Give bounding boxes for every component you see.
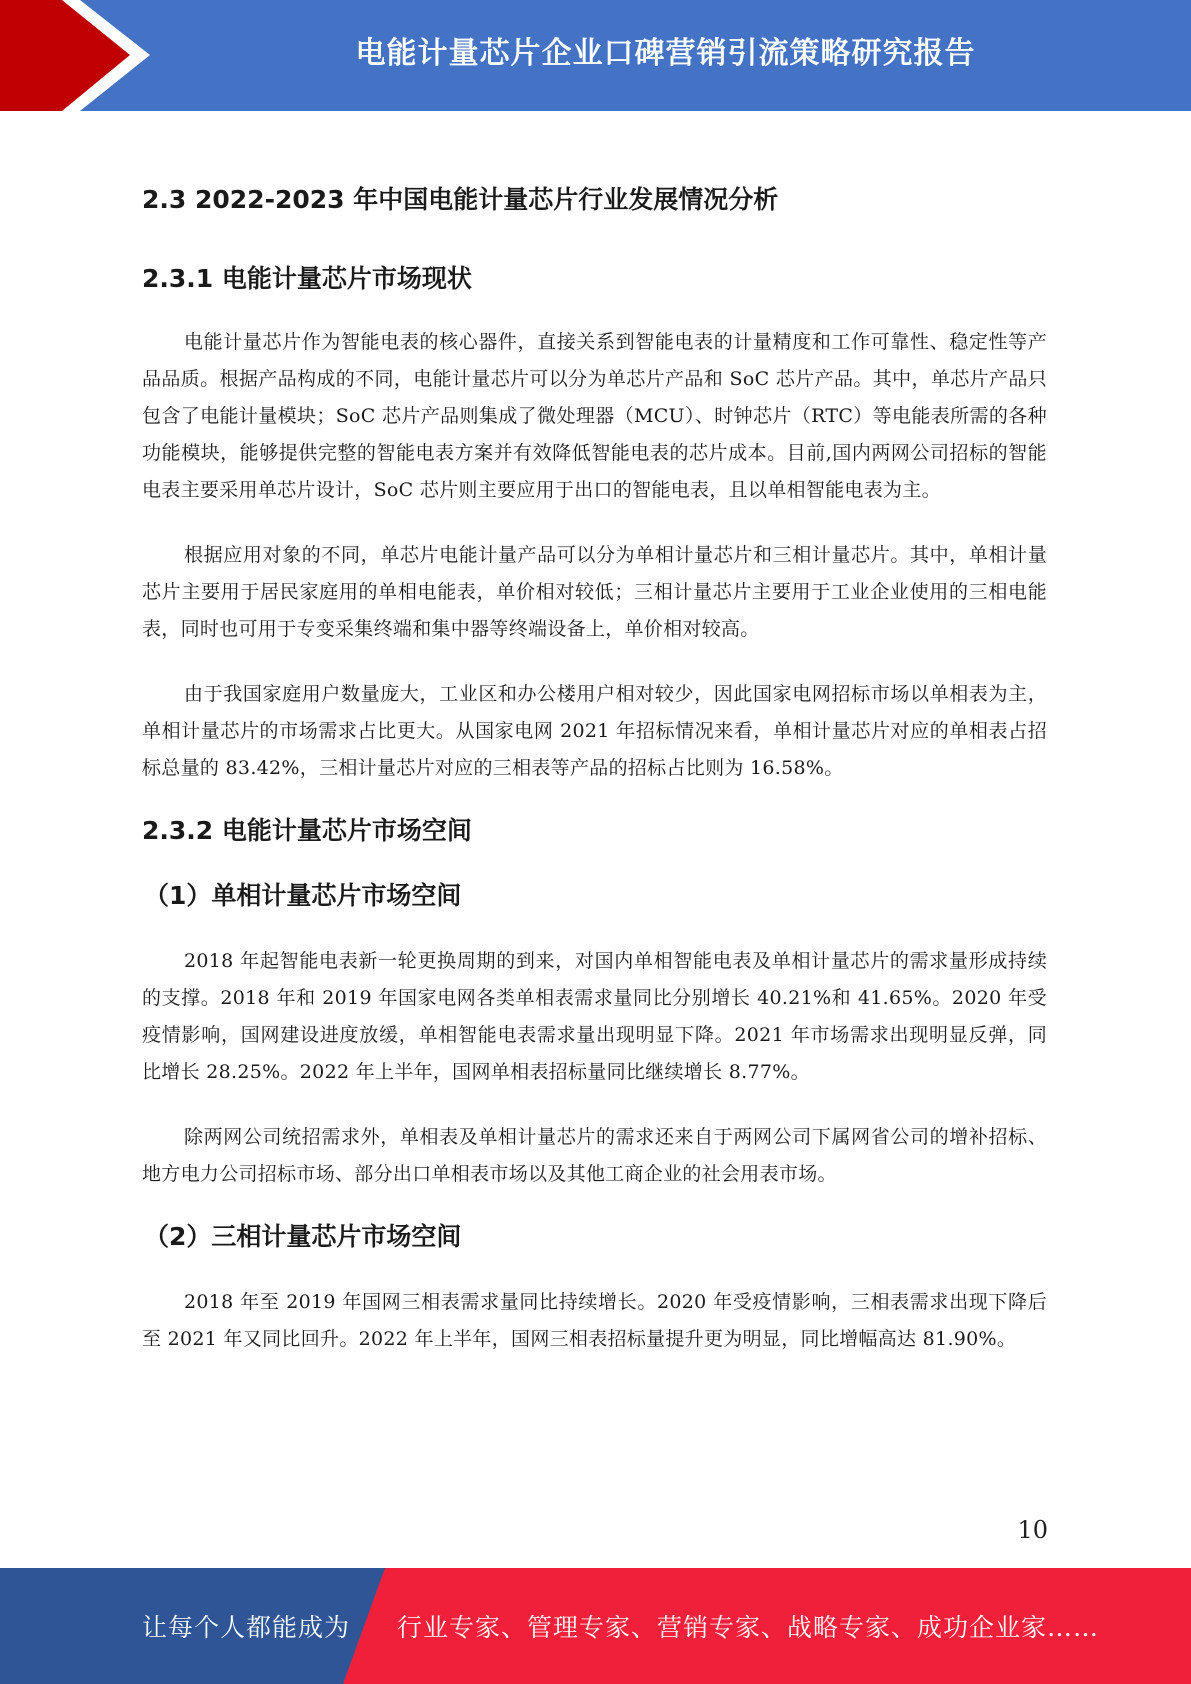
paragraph: 根据应用对象的不同，单芯片电能计量产品可以分为单相计量芯片和三相计量芯片。其中，单相计量芯片主要用于居民家庭用的单相电能表，单价相对较低；三相计量芯片主要用于工业企业使用的三相电能表，同时也可用于专变采集终端和集中器等终端设备上，单价相对较高。 [142,544,1047,640]
paragraph: 除两网公司统招需求外，单相表及单相计量芯片的需求还来自于两网公司下属网省公司的增补招标、地方电力公司招标市场、部分出口单相表市场以及其他工商企业的社会用表市场。 [142,1126,1047,1185]
section-2-3-1-body [142,324,1047,787]
paragraph: 电能计量芯片作为智能电表的核心器件，直接关系到智能电表的计量精度和工作可靠性、稳定性等产品品质。根据产品构成的不同，电能计量芯片可以分为单芯片产品和 SoC 芯片产品。其中，单芯片产品只包含了电能计量模块；SoC 芯片产品则集成了微处理器（MCU）、时钟芯片（RTC）等电能表所需的各种功能模块，能够提供完整的智能电表方案并有效降低智能电表的芯片成本。目前,国内两网公司招标的智能电表主要采用单芯片设计，SoC 芯片则主要应用于出口的智能电表，且以单相智能电表为主。 [142,331,1047,501]
page-header [0,0,1191,111]
section-heading-2-3: 2.3 2022-2023 年中国电能计量芯片行业发展情况分析 [142,185,779,214]
section-heading-2-3-2: 2.3.2 电能计量芯片市场空间 [142,816,472,845]
paragraph: 2018 年至 2019 年国网三相表需求量同比持续增长。2020 年受疫情影响，三相表需求出现下降后至 2021 年又同比回升。2022 年上半年，国网三相表招标量提升更为明显，同比增幅高达 81.90%。 [142,1291,1047,1350]
footer-slogan-right: 行业专家、管理专家、营销专家、战略专家、成功企业家…… [397,1613,1100,1642]
single-phase-body [142,943,1047,1193]
subsection-heading-three-phase: （2）三相计量芯片市场空间 [144,1222,462,1251]
paragraph: 由于我国家庭用户数量庞大，工业区和办公楼用户相对较少，因此国家电网招标市场以单相表为主，单相计量芯片的市场需求占比更大。从国家电网 2021 年招标情况来看，单相计量芯片对应的单相表占招标总量的 83.42%，三相计量芯片对应的三相表等产品的招标占比则为 16.58%。 [142,683,1047,779]
paragraph: 2018 年起智能电表新一轮更换周期的到来，对国内单相智能电表及单相计量芯片的需求量形成持续的支撑。2018 年和 2019 年国家电网各类单相表需求量同比分别增长 40.21%和 41.65%。2020 年受疫情影响，国网建设进度放缓，单相智能电表需求量出现明显下降。2021 年市场需求出现明显反弹，同比增长 28.25%。2022 年上半年，国网单相表招标量同比继续增长 8.77%。 [142,950,1047,1083]
footer-slogan-left: 让每个人都能成为 [142,1613,351,1642]
section-heading-2-3-1: 2.3.1 电能计量芯片市场现状 [142,264,472,293]
page-content [142,160,1047,1358]
page-footer [0,1568,1191,1684]
header-title: 电能计量芯片企业口碑营销引流策略研究报告 [355,36,976,71]
page-number: 10 [1017,1516,1048,1544]
subsection-heading-single-phase: （1）单相计量芯片市场空间 [144,881,462,910]
three-phase-body [142,1284,1047,1358]
